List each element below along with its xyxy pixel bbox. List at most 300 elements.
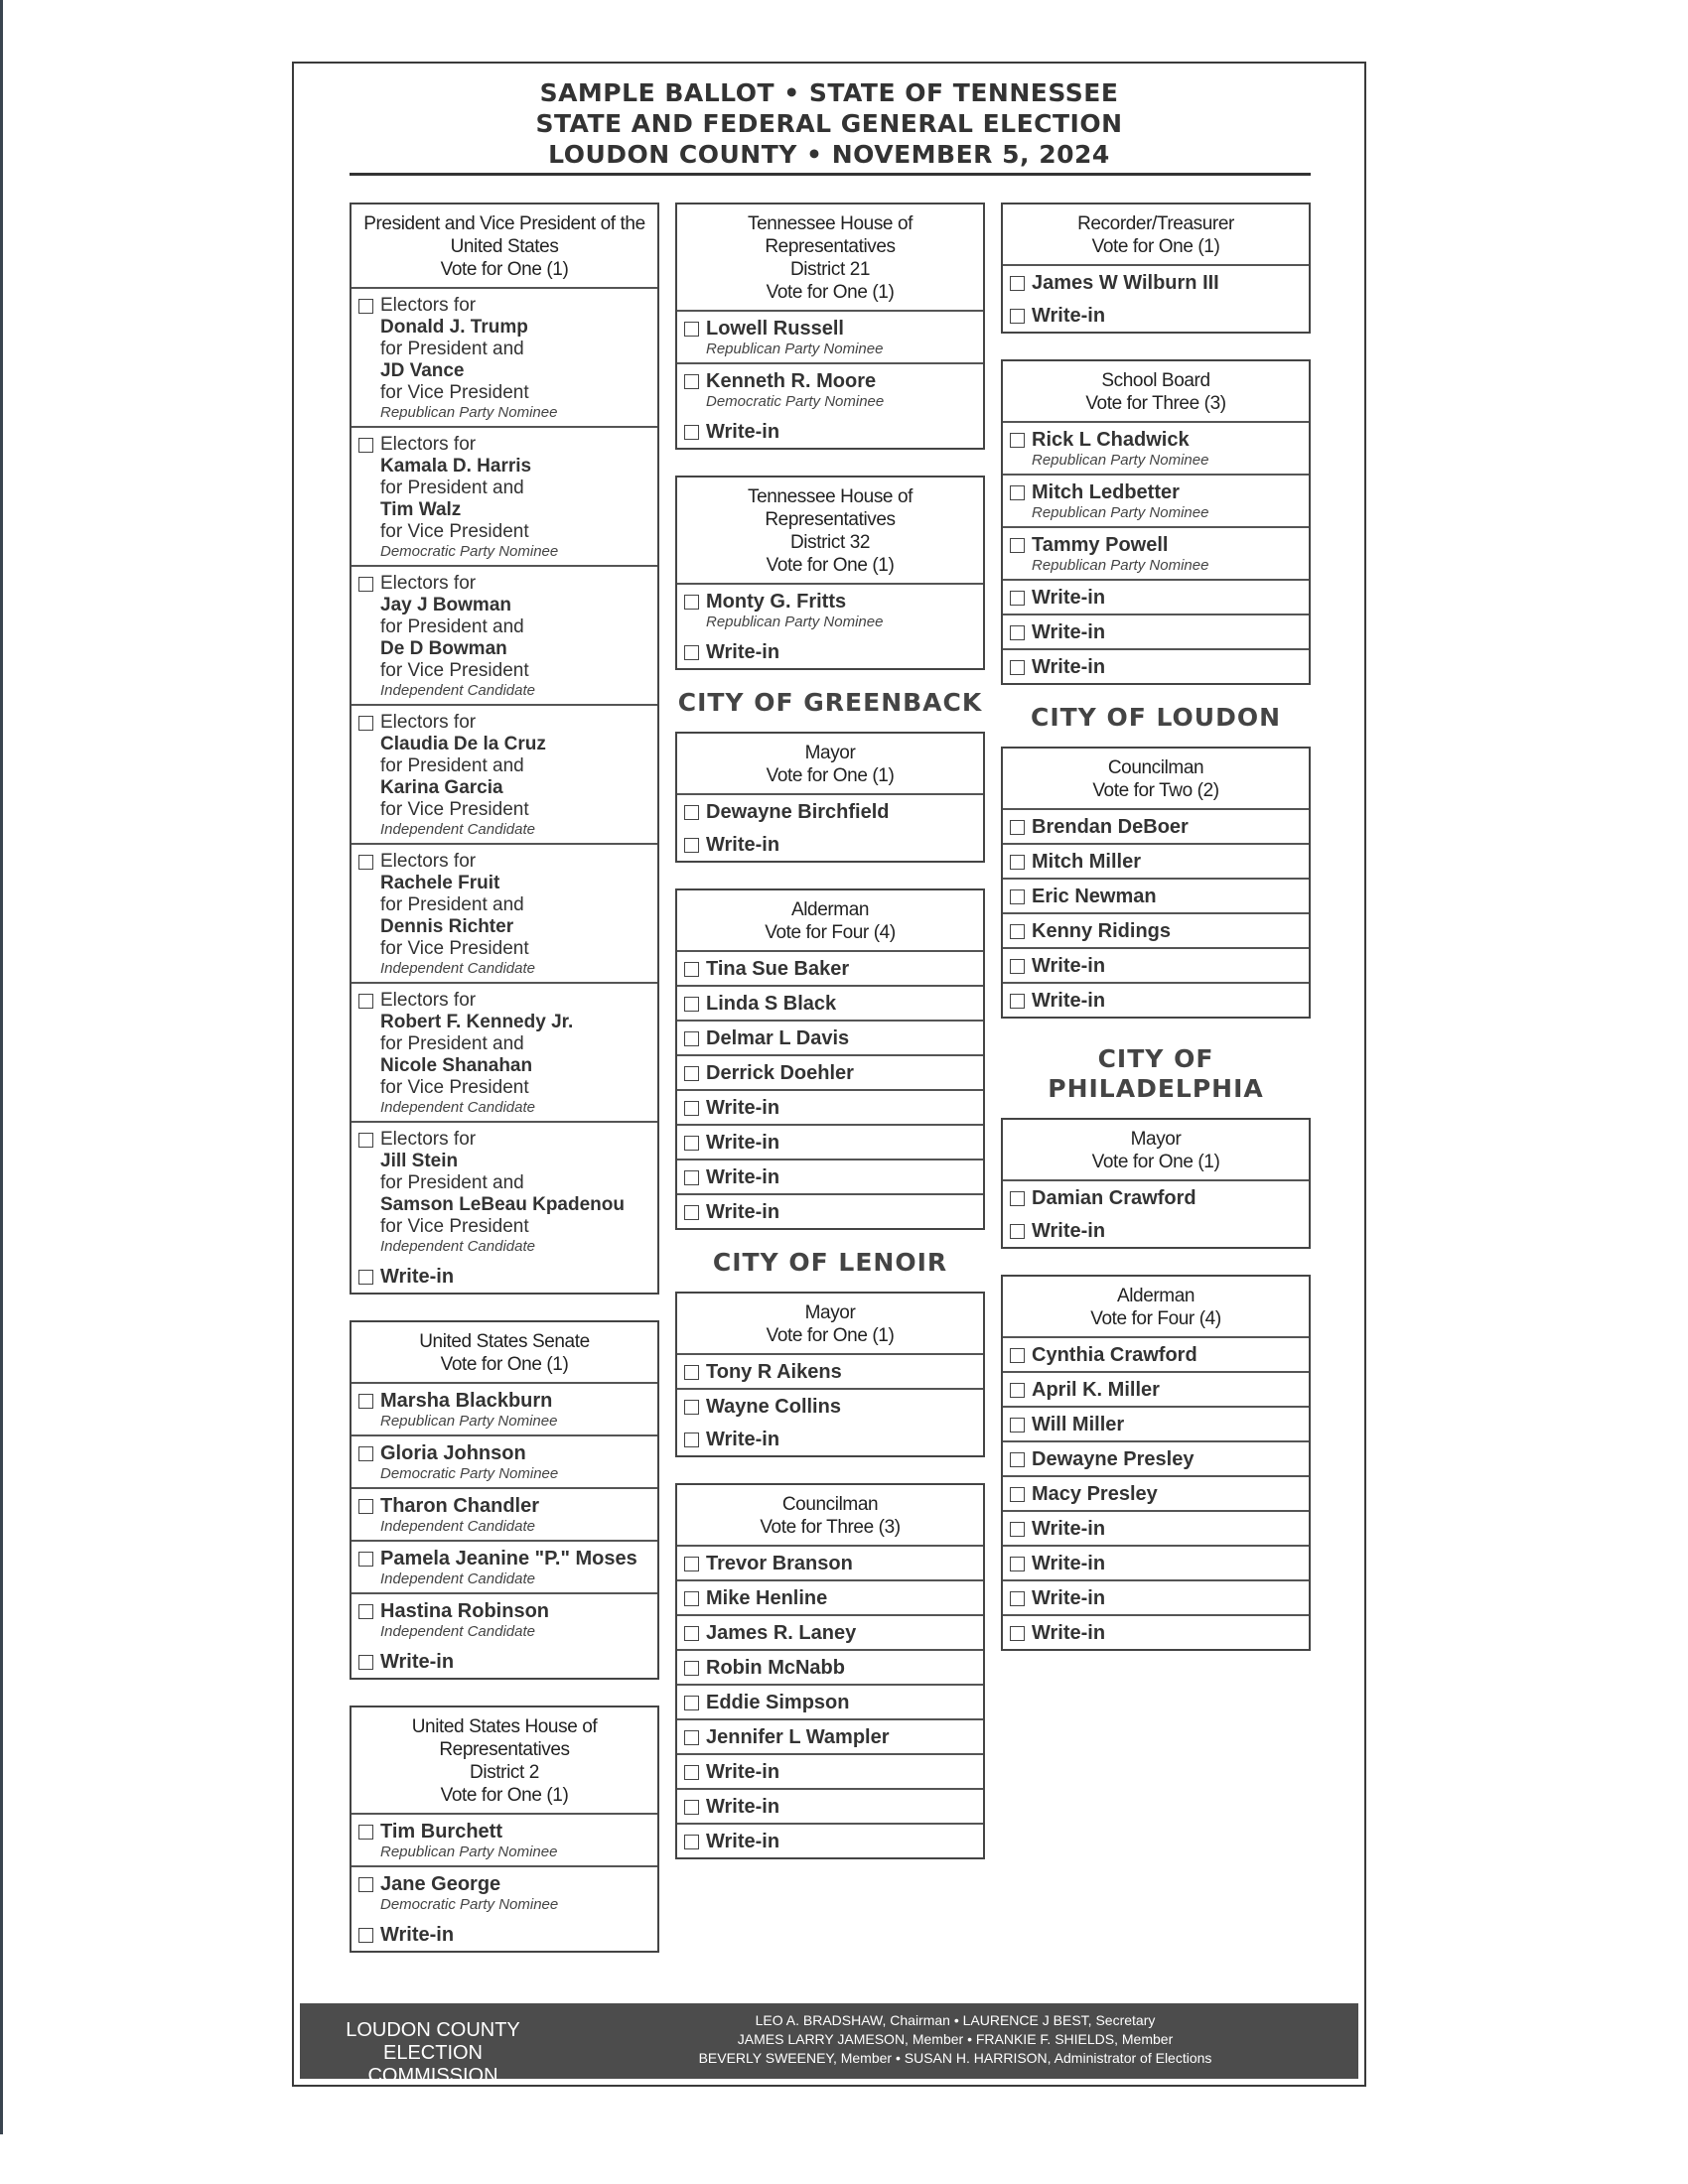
checkbox[interactable]: [684, 1835, 699, 1849]
write-in-label: Write-in: [706, 1201, 780, 1223]
write-in-row[interactable]: [1003, 1547, 1309, 1581]
checkbox[interactable]: [684, 1400, 699, 1415]
candidate-list: [1003, 1181, 1309, 1214]
candidate-text: [1032, 534, 1208, 575]
contest-title: Alderman: [790, 899, 870, 920]
column-2: [675, 203, 985, 1885]
checkbox[interactable]: [684, 1031, 699, 1046]
write-in-row[interactable]: [1003, 949, 1309, 984]
checkbox[interactable]: [684, 1433, 699, 1447]
checkbox[interactable]: [358, 1655, 373, 1670]
write-in-label: Write-in: [1032, 1622, 1106, 1644]
candidate-name: Brendan DeBoer: [1032, 816, 1189, 838]
checkbox[interactable]: [1010, 433, 1025, 448]
footer-right-line-1: LEO A. BRADSHAW, Chairman • LAURENCE J BEST, Secretary: [755, 2012, 1156, 2028]
for-vice-president-label: for Vice President: [380, 521, 529, 542]
column-1: [350, 203, 659, 1979]
checkbox[interactable]: [358, 577, 373, 592]
write-in-row[interactable]: [352, 1918, 657, 1951]
contest-loudon-councilman: [1001, 747, 1311, 1019]
candidate-row[interactable]: [1003, 266, 1309, 299]
party-label: Republican Party Nominee: [380, 1843, 558, 1860]
write-in-row[interactable]: [1003, 650, 1309, 683]
checkbox[interactable]: [1010, 820, 1025, 835]
candidate-row[interactable]: [352, 567, 657, 706]
checkbox[interactable]: [358, 1499, 373, 1514]
write-in-row[interactable]: [677, 1825, 983, 1857]
checkbox[interactable]: [1010, 1348, 1025, 1363]
party-label: Democratic Party Nominee: [380, 543, 559, 560]
write-in-label: Write-in: [706, 1831, 780, 1852]
contest-title: School Board: [1101, 370, 1210, 391]
write-in-row[interactable]: [352, 1645, 657, 1678]
candidate-list: [677, 585, 983, 635]
candidate-name: Tina Sue Baker: [706, 958, 850, 980]
electors-for-label: Electors for: [380, 990, 477, 1011]
candidate-row[interactable]: [677, 1355, 983, 1390]
header-line-3: LOUDON COUNTY • NOVEMBER 5, 2024: [548, 140, 1110, 169]
candidate-row[interactable]: [352, 1542, 657, 1594]
checkbox[interactable]: [684, 962, 699, 977]
candidate-row[interactable]: [677, 585, 983, 635]
write-in-label: Write-in: [1032, 1553, 1106, 1574]
contest-header: [677, 1294, 983, 1355]
candidate-row[interactable]: [352, 1123, 657, 1260]
write-in-label: Write-in: [1032, 305, 1106, 327]
candidate-row[interactable]: [677, 1686, 983, 1720]
candidate-name: Mike Henline: [706, 1587, 828, 1609]
checkbox[interactable]: [1010, 591, 1025, 606]
vice-president-candidate-name: Nicole Shanahan: [380, 1055, 533, 1076]
electors-for-label: Electors for: [380, 295, 477, 316]
candidate-list: [352, 1384, 657, 1645]
for-vice-president-label: for Vice President: [380, 382, 529, 403]
contest-president: [350, 203, 659, 1295]
checkbox[interactable]: [358, 994, 373, 1009]
candidate-row[interactable]: [677, 795, 983, 828]
sample-ballot: [292, 62, 1366, 2087]
write-in-row[interactable]: [677, 1160, 983, 1195]
candidate-row[interactable]: [677, 1616, 983, 1651]
checkbox[interactable]: [1010, 1224, 1025, 1239]
candidate-row[interactable]: [1003, 810, 1309, 845]
city-heading-philadelphia: [1001, 1044, 1311, 1104]
candidate-row[interactable]: [677, 1056, 983, 1091]
candidate-row[interactable]: [352, 1436, 657, 1489]
checkbox[interactable]: [1010, 485, 1025, 500]
candidate-name: Marsha Blackburn: [380, 1390, 553, 1412]
candidate-name: Monty G. Fritts: [706, 591, 847, 613]
contest-header: [677, 890, 983, 952]
for-vice-president-label: for Vice President: [380, 660, 529, 681]
write-in-label: Write-in: [1032, 990, 1106, 1012]
footer-commission: [324, 2019, 542, 2088]
checkbox[interactable]: [684, 1661, 699, 1676]
contest-header: [352, 205, 657, 289]
checkbox[interactable]: [684, 1765, 699, 1780]
write-in-row[interactable]: [677, 1195, 983, 1228]
party-label: Independent Candidate: [380, 682, 535, 699]
candidate-row[interactable]: [1003, 845, 1309, 880]
ballot-header: [294, 77, 1364, 170]
ticket-text: [380, 851, 535, 978]
footer-left-line-2: ELECTION COMMISSION: [367, 2042, 498, 2087]
write-in-label: Write-in: [1032, 587, 1106, 609]
contest-title: United States Senate: [419, 1331, 590, 1352]
candidate-name: Jennifer L Wampler: [706, 1726, 890, 1748]
candidate-text: [706, 591, 883, 631]
city-heading-loudon: CITY OF LOUDON: [1030, 703, 1282, 732]
contest-title: Tennessee House of Representatives: [747, 486, 914, 530]
write-in-row[interactable]: [1003, 1616, 1309, 1649]
scan-edge-line: [0, 0, 3, 2134]
for-president-label: for President and: [380, 339, 524, 359]
candidate-row[interactable]: [352, 1815, 657, 1867]
president-candidate-name: Robert F. Kennedy Jr.: [380, 1012, 574, 1032]
checkbox[interactable]: [1010, 889, 1025, 904]
candidate-row[interactable]: [1003, 1181, 1309, 1214]
candidate-list: [677, 312, 983, 415]
write-in-row[interactable]: [1003, 1214, 1309, 1247]
electors-for-label: Electors for: [380, 434, 477, 455]
checkbox[interactable]: [1010, 855, 1025, 870]
vice-president-candidate-name: Dennis Richter: [380, 916, 514, 937]
checkbox[interactable]: [358, 855, 373, 870]
candidate-row[interactable]: [1003, 880, 1309, 914]
checkbox[interactable]: [684, 1136, 699, 1151]
checkbox[interactable]: [684, 1205, 699, 1220]
checkbox[interactable]: [684, 595, 699, 610]
checkbox[interactable]: [358, 716, 373, 731]
write-in-row[interactable]: [1003, 299, 1309, 332]
contest-title: Tennessee House of Representatives: [747, 213, 914, 257]
write-in-label: Write-in: [1032, 656, 1106, 678]
ticket-text: [380, 295, 557, 422]
checkbox[interactable]: [1010, 538, 1025, 553]
footer-members: [558, 2011, 1352, 2068]
for-vice-president-label: for Vice President: [380, 1216, 529, 1237]
checkbox[interactable]: [1010, 625, 1025, 640]
candidate-name: April K. Miller: [1032, 1379, 1160, 1401]
checkbox[interactable]: [1010, 1557, 1025, 1571]
candidate-name: Hastina Robinson: [380, 1600, 550, 1622]
candidate-text: [1032, 429, 1208, 470]
party-label: Republican Party Nominee: [1032, 452, 1209, 469]
candidate-row[interactable]: [352, 1867, 657, 1918]
party-label: Independent Candidate: [380, 1623, 535, 1640]
checkbox[interactable]: [1010, 1626, 1025, 1641]
for-vice-president-label: for Vice President: [380, 1077, 529, 1098]
candidate-name: Will Miller: [1032, 1414, 1125, 1435]
checkbox[interactable]: [358, 1552, 373, 1567]
party-label: Republican Party Nominee: [380, 1413, 558, 1430]
write-in-row[interactable]: [677, 1091, 983, 1126]
candidate-text: [706, 370, 884, 411]
checkbox[interactable]: [684, 1170, 699, 1185]
candidate-row[interactable]: [352, 845, 657, 984]
president-candidate-name: Donald J. Trump: [380, 317, 528, 338]
candidate-list: [677, 952, 983, 1228]
contest-header: [677, 205, 983, 312]
candidate-row[interactable]: [677, 1022, 983, 1056]
candidate-text: [380, 1548, 637, 1588]
checkbox[interactable]: [684, 1800, 699, 1815]
candidate-text: [380, 1873, 558, 1914]
contest-title: United States House of Representatives: [411, 1716, 598, 1760]
contest-us-house: [350, 1706, 659, 1953]
contest-title: Mayor: [804, 1302, 856, 1323]
contest-title: Recorder/Treasurer: [1077, 213, 1234, 234]
contest-school-board: [1001, 359, 1311, 685]
candidate-row[interactable]: [352, 428, 657, 567]
candidate-row[interactable]: [1003, 1408, 1309, 1442]
checkbox[interactable]: [1010, 1191, 1025, 1206]
party-label: Republican Party Nominee: [706, 341, 884, 357]
write-in-row[interactable]: [677, 1423, 983, 1455]
contest-header: [1003, 1277, 1309, 1338]
candidate-row[interactable]: [352, 1594, 657, 1645]
ticket-text: [380, 434, 558, 561]
write-in-label: Write-in: [380, 1266, 455, 1288]
candidate-row[interactable]: [1003, 1338, 1309, 1373]
candidate-list: [677, 1547, 983, 1857]
candidate-list: [1003, 810, 1309, 1017]
electors-for-label: Electors for: [380, 712, 477, 733]
contest-philadelphia-alderman: [1001, 1275, 1311, 1651]
candidate-row[interactable]: [677, 364, 983, 415]
candidate-name: Cynthia Crawford: [1032, 1344, 1197, 1366]
vice-president-candidate-name: Samson LeBeau Kpadenou: [380, 1194, 625, 1215]
candidate-row[interactable]: [677, 1720, 983, 1755]
candidate-name: Tharon Chandler: [380, 1495, 540, 1517]
president-candidate-name: Jill Stein: [380, 1151, 459, 1171]
candidate-row[interactable]: [1003, 914, 1309, 949]
write-in-label: Write-in: [380, 1924, 455, 1946]
contest-lenoir-councilman: [675, 1483, 985, 1859]
vote-instruction: Vote for Three (3): [760, 1517, 901, 1538]
city-heading-greenback: CITY OF GREENBACK: [677, 688, 983, 717]
checkbox[interactable]: [1010, 1487, 1025, 1502]
candidate-row[interactable]: [1003, 1442, 1309, 1477]
city-heading-line-1: CITY OF: [1097, 1044, 1214, 1073]
candidate-name: Damian Crawford: [1032, 1187, 1196, 1209]
vote-instruction: Vote for One (1): [766, 282, 895, 303]
party-label: Republican Party Nominee: [1032, 504, 1209, 521]
checkbox[interactable]: [1010, 1522, 1025, 1537]
checkbox[interactable]: [358, 1604, 373, 1619]
candidate-name: Tim Burchett: [380, 1821, 502, 1843]
checkbox[interactable]: [684, 838, 699, 853]
write-in-row[interactable]: [677, 1790, 983, 1825]
candidate-row[interactable]: [1003, 1477, 1309, 1512]
vice-president-candidate-name: Karina Garcia: [380, 777, 503, 798]
write-in-label: Write-in: [1032, 621, 1106, 643]
contest-philadelphia-mayor: [1001, 1118, 1311, 1249]
checkbox[interactable]: [1010, 1452, 1025, 1467]
candidate-row[interactable]: [1003, 1373, 1309, 1408]
checkbox[interactable]: [684, 1696, 699, 1710]
checkbox[interactable]: [684, 374, 699, 389]
checkbox[interactable]: [684, 1365, 699, 1380]
contest-title: Councilman: [1107, 757, 1204, 778]
checkbox[interactable]: [358, 1877, 373, 1892]
write-in-row[interactable]: [1003, 1512, 1309, 1547]
checkbox[interactable]: [358, 1133, 373, 1148]
candidate-name: Derrick Doehler: [706, 1062, 854, 1084]
checkbox[interactable]: [1010, 1383, 1025, 1398]
checkbox[interactable]: [684, 1557, 699, 1571]
write-in-row[interactable]: [1003, 1581, 1309, 1616]
checkbox[interactable]: [684, 1591, 699, 1606]
checkbox[interactable]: [684, 805, 699, 820]
write-in-label: Write-in: [706, 641, 780, 663]
president-candidate-name: Claudia De la Cruz: [380, 734, 546, 754]
write-in-row[interactable]: [677, 1126, 983, 1160]
party-label: Republican Party Nominee: [706, 614, 884, 630]
checkbox[interactable]: [358, 438, 373, 453]
checkbox[interactable]: [684, 322, 699, 337]
candidate-row[interactable]: [677, 1651, 983, 1686]
checkbox[interactable]: [684, 425, 699, 440]
candidate-name: James W Wilburn III: [1032, 272, 1219, 294]
contest-header: [1003, 361, 1309, 423]
vote-instruction: Vote for One (1): [440, 259, 569, 280]
city-heading-lenoir: CITY OF LENOIR: [712, 1248, 948, 1277]
vice-president-candidate-name: Tim Walz: [380, 499, 462, 520]
checkbox[interactable]: [358, 1270, 373, 1285]
checkbox[interactable]: [1010, 959, 1025, 974]
contest-title: Mayor: [804, 743, 856, 763]
candidate-row[interactable]: [1003, 528, 1309, 581]
checkbox[interactable]: [358, 1394, 373, 1409]
contest-district: District 32: [789, 532, 871, 553]
contest-lenoir-mayor: [675, 1292, 985, 1457]
footer-right-line-2: JAMES LARRY JAMESON, Member • FRANKIE F. SHIELDS, Member: [737, 2031, 1174, 2047]
checkbox[interactable]: [358, 1825, 373, 1840]
candidate-text: [380, 1442, 558, 1483]
for-vice-president-label: for Vice President: [380, 938, 529, 959]
candidate-name: Pamela Jeanine "P." Moses: [380, 1548, 637, 1570]
candidate-row[interactable]: [1003, 476, 1309, 528]
vote-instruction: Vote for Two (2): [1092, 780, 1219, 801]
candidate-text: [380, 1390, 557, 1431]
candidate-text: [380, 1600, 549, 1641]
candidate-row[interactable]: [352, 706, 657, 845]
candidate-row[interactable]: [352, 1489, 657, 1542]
for-president-label: for President and: [380, 894, 524, 915]
checkbox[interactable]: [1010, 660, 1025, 675]
contest-title: Councilman: [781, 1494, 879, 1515]
footer-left-line-1: LOUDON COUNTY: [346, 2019, 520, 2041]
checkbox[interactable]: [1010, 1418, 1025, 1433]
candidate-row[interactable]: [352, 1384, 657, 1436]
candidate-name: Kenny Ridings: [1032, 920, 1172, 942]
candidate-row[interactable]: [677, 1547, 983, 1581]
write-in-row[interactable]: [677, 415, 983, 448]
checkbox[interactable]: [358, 1928, 373, 1943]
write-in-label: Write-in: [1032, 1518, 1106, 1540]
candidate-name: Lowell Russell: [706, 318, 844, 340]
checkbox[interactable]: [1010, 276, 1025, 291]
write-in-label: Write-in: [706, 421, 780, 443]
candidate-name: Dewayne Birchfield: [706, 801, 890, 823]
checkbox[interactable]: [358, 1446, 373, 1461]
contest-us-senate: [350, 1320, 659, 1680]
write-in-row[interactable]: [1003, 984, 1309, 1017]
candidate-name: Gloria Johnson: [380, 1442, 526, 1464]
candidate-row[interactable]: [352, 984, 657, 1123]
candidate-row[interactable]: [1003, 423, 1309, 476]
vote-instruction: Vote for One (1): [766, 555, 895, 576]
write-in-row[interactable]: [352, 1260, 657, 1293]
write-in-label: Write-in: [706, 1796, 780, 1818]
contest-header: [677, 734, 983, 795]
checkbox[interactable]: [684, 645, 699, 660]
candidate-row[interactable]: [677, 1581, 983, 1616]
checkbox[interactable]: [358, 299, 373, 314]
contest-greenback-mayor: [675, 732, 985, 863]
contest-header: [677, 1485, 983, 1547]
vote-instruction: Vote for Four (4): [765, 922, 896, 943]
candidate-list: [1003, 423, 1309, 683]
checkbox[interactable]: [684, 1730, 699, 1745]
contest-title: President and Vice President of the United States: [363, 213, 645, 257]
candidate-name: Robin McNabb: [706, 1657, 845, 1679]
write-in-row[interactable]: [677, 828, 983, 861]
party-label: Republican Party Nominee: [1032, 557, 1209, 574]
checkbox[interactable]: [1010, 994, 1025, 1009]
candidate-row[interactable]: [352, 289, 657, 428]
candidate-text: [1032, 481, 1208, 522]
contest-header: [677, 478, 983, 585]
contest-district: District 21: [789, 259, 871, 280]
party-label: Independent Candidate: [380, 1570, 535, 1587]
candidate-row[interactable]: [677, 312, 983, 364]
write-in-row[interactable]: [1003, 581, 1309, 615]
candidate-name: Kenneth R. Moore: [706, 370, 877, 392]
checkbox[interactable]: [684, 1101, 699, 1116]
candidate-name: Tammy Powell: [1032, 534, 1169, 556]
write-in-label: Write-in: [1032, 1220, 1106, 1242]
write-in-row[interactable]: [677, 635, 983, 668]
vote-instruction: Vote for One (1): [440, 1785, 569, 1806]
candidate-name: Macy Presley: [1032, 1483, 1158, 1505]
candidate-name: Dewayne Presley: [1032, 1448, 1195, 1470]
president-candidate-name: Jay J Bowman: [380, 595, 511, 615]
checkbox[interactable]: [684, 1066, 699, 1081]
president-candidate-name: Kamala D. Harris: [380, 456, 532, 477]
write-in-label: Write-in: [706, 1166, 780, 1188]
checkbox[interactable]: [684, 997, 699, 1012]
write-in-label: Write-in: [1032, 1587, 1106, 1609]
checkbox[interactable]: [1010, 309, 1025, 324]
vote-instruction: Vote for One (1): [766, 1325, 895, 1346]
party-label: Independent Candidate: [380, 1099, 535, 1116]
ticket-text: [380, 573, 535, 700]
electors-for-label: Electors for: [380, 573, 477, 594]
checkbox[interactable]: [1010, 924, 1025, 939]
contest-header: [352, 1707, 657, 1815]
checkbox[interactable]: [1010, 1591, 1025, 1606]
candidate-row[interactable]: [677, 1390, 983, 1423]
candidate-row[interactable]: [677, 987, 983, 1022]
write-in-row[interactable]: [1003, 615, 1309, 650]
write-in-label: Write-in: [1032, 955, 1106, 977]
checkbox[interactable]: [684, 1626, 699, 1641]
candidate-name: James R. Laney: [706, 1622, 857, 1644]
write-in-row[interactable]: [677, 1755, 983, 1790]
candidate-row[interactable]: [677, 952, 983, 987]
